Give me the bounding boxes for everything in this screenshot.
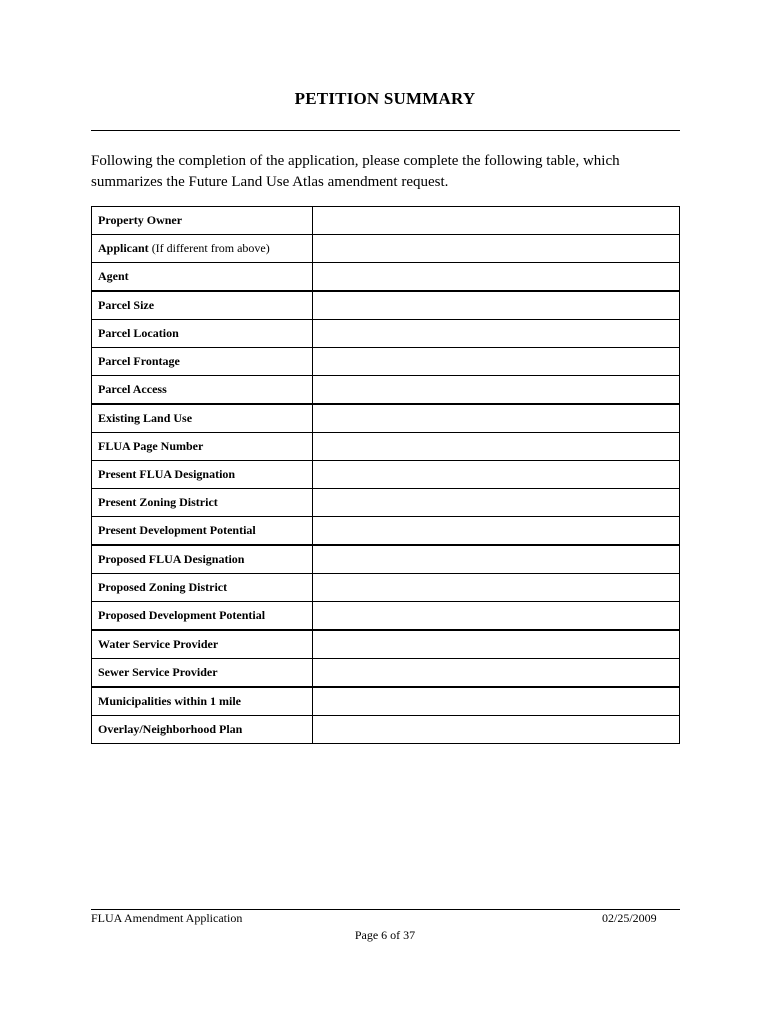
row-value-cell[interactable] bbox=[313, 489, 680, 517]
row-label: Parcel Access bbox=[92, 376, 313, 405]
row-label: Agent bbox=[92, 263, 313, 292]
row-value-cell[interactable] bbox=[313, 716, 680, 744]
table-row bbox=[92, 348, 680, 376]
row-label: Overlay/Neighborhood Plan bbox=[92, 716, 313, 744]
row-value-cell[interactable] bbox=[313, 263, 680, 292]
row-value-cell[interactable] bbox=[313, 630, 680, 659]
row-label: Parcel Frontage bbox=[92, 348, 313, 376]
row-label: FLUA Page Number bbox=[92, 433, 313, 461]
table-row bbox=[92, 716, 680, 744]
table-row bbox=[92, 263, 680, 292]
table-row bbox=[92, 433, 680, 461]
table-row bbox=[92, 630, 680, 659]
table-row bbox=[92, 291, 680, 320]
row-label: Applicant (If different from above) bbox=[92, 235, 313, 263]
row-value-cell[interactable] bbox=[313, 433, 680, 461]
table-row bbox=[92, 461, 680, 489]
row-label: Water Service Provider bbox=[92, 630, 313, 659]
table-row bbox=[92, 574, 680, 602]
row-label: Present Development Potential bbox=[92, 517, 313, 546]
row-value-cell[interactable] bbox=[313, 659, 680, 688]
table-row bbox=[92, 517, 680, 546]
table-row bbox=[92, 602, 680, 631]
row-value-cell[interactable] bbox=[313, 320, 680, 348]
row-value-cell[interactable] bbox=[313, 461, 680, 489]
table-row bbox=[92, 235, 680, 263]
page-number: Page 6 of 37 bbox=[354, 928, 416, 942]
row-label: Parcel Size bbox=[92, 291, 313, 320]
row-label: Sewer Service Provider bbox=[92, 659, 313, 688]
page-title: PETITION SUMMARY bbox=[294, 89, 476, 108]
row-label: Proposed Development Potential bbox=[92, 602, 313, 631]
petition-summary-table bbox=[91, 206, 680, 744]
table-row bbox=[92, 659, 680, 688]
row-label: Municipalities within 1 mile bbox=[92, 687, 313, 716]
table-row bbox=[92, 687, 680, 716]
row-value-cell[interactable] bbox=[313, 517, 680, 546]
row-value-cell[interactable] bbox=[313, 235, 680, 263]
table-row bbox=[92, 376, 680, 405]
footer-divider bbox=[91, 909, 680, 910]
row-label: Existing Land Use bbox=[92, 404, 313, 433]
row-value-cell[interactable] bbox=[313, 545, 680, 574]
row-value-cell[interactable] bbox=[313, 602, 680, 631]
table-row bbox=[92, 545, 680, 574]
row-value-cell[interactable] bbox=[313, 207, 680, 235]
table-row bbox=[92, 489, 680, 517]
table-row bbox=[92, 404, 680, 433]
row-value-cell[interactable] bbox=[313, 574, 680, 602]
intro-paragraph: Following the completion of the application, please complete the following table, which summarizes the Future Land Use Atlas amendment request. bbox=[91, 153, 620, 190]
footer-date: 02/25/2009 bbox=[602, 911, 657, 925]
row-label: Proposed FLUA Designation bbox=[92, 545, 313, 574]
table-row bbox=[92, 207, 680, 235]
row-value-cell[interactable] bbox=[313, 376, 680, 405]
row-value-cell[interactable] bbox=[313, 687, 680, 716]
row-label: Present Zoning District bbox=[92, 489, 313, 517]
row-value-cell[interactable] bbox=[313, 291, 680, 320]
footer-document-name: FLUA Amendment Application bbox=[91, 911, 243, 925]
row-value-cell[interactable] bbox=[313, 404, 680, 433]
title-divider bbox=[91, 130, 680, 131]
row-label: Proposed Zoning District bbox=[92, 574, 313, 602]
row-label: Property Owner bbox=[92, 207, 313, 235]
row-label: Present FLUA Designation bbox=[92, 461, 313, 489]
row-label: Parcel Location bbox=[92, 320, 313, 348]
row-value-cell[interactable] bbox=[313, 348, 680, 376]
table-row bbox=[92, 320, 680, 348]
